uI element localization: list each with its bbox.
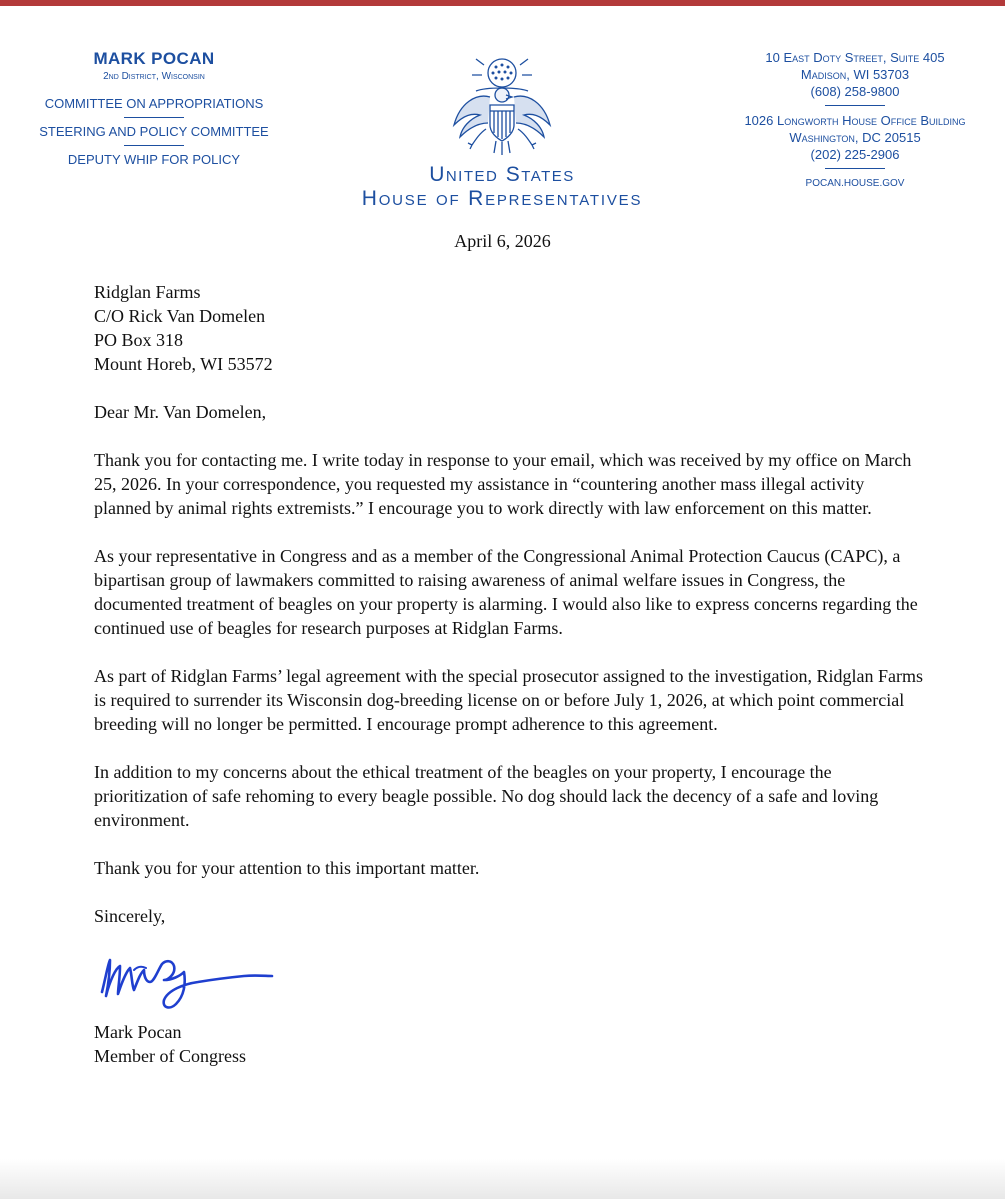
recipient-address	[94, 280, 924, 376]
divider	[825, 168, 885, 169]
recipient-line: PO Box 318	[94, 330, 184, 350]
paragraph: In addition to my concerns about the ethical treatment of the beagles on your property, I encourage the prioritization of safe rehoming to every beagle possible. No dog should lack the decency of a safe and loving environment.	[94, 762, 879, 830]
madison-phone: (608) 258-9800	[810, 84, 900, 99]
signer-title: Member of Congress	[94, 1046, 246, 1066]
website-link[interactable]: POCAN.HOUSE.GOV	[805, 178, 905, 189]
top-border	[0, 0, 1005, 6]
recipient-line: Ridglan Farms	[94, 282, 201, 302]
dc-phone: (202) 225-2906	[810, 147, 900, 162]
house-title-line1: United States	[429, 163, 575, 186]
paragraph: As part of Ridglan Farms’ legal agreement with the special prosecutor assigned to the investigation, Ridglan Farms is required to surrender its Wisconsin dog-breeding license on or before July 1, 2026, at which point commercial breeding will no longer be permitted. I encourage prompt adherence to this agreement.	[94, 666, 923, 734]
divider	[124, 145, 184, 146]
committee-steering: STEERING AND POLICY COMMITTEE	[39, 124, 269, 139]
dc-building: 1026 Longworth House Office Building	[744, 113, 966, 128]
closing: Sincerely,	[94, 906, 166, 926]
recipient-line: C/O Rick Van Domelen	[94, 306, 266, 326]
paragraph: Thank you for contacting me. I write today in response to your email, which was received by my office on March 25, 2026. In your correspondence, you requested my assistance in “countering another mass illegal activity planned by animal rights extremists.” I encourage you to work directly with law enforcement on this matter.	[94, 450, 912, 518]
committee-whip: DEPUTY WHIP FOR POLICY	[67, 152, 241, 167]
letterhead-right	[710, 49, 1000, 192]
signature-image	[94, 946, 284, 1014]
letter-date: April 6, 2026	[454, 231, 551, 251]
letterhead-left	[10, 48, 298, 168]
salutation: Dear Mr. Van Domelen,	[94, 402, 267, 422]
committee-appropriations: COMMITTEE ON APPROPRIATIONS	[44, 96, 264, 111]
divider	[124, 117, 184, 118]
house-title-line2: House of Representatives	[361, 187, 643, 210]
signer-name: Mark Pocan	[94, 1022, 182, 1042]
paragraph: As your representative in Congress and as a member of the Congressional Animal Protection Caucus (CAPC), a bipartisan group of lawmakers committed to raising awareness of animal welfare issues in Congress, the documented treatment of beagles on your property is alarming. I would also like to express concerns regarding the continued use of beagles for research purposes at Ridglan Farms.	[94, 546, 918, 638]
paragraph: Thank you for your attention to this important matter.	[94, 858, 480, 878]
letter-body	[94, 280, 924, 1068]
district-label: 2nd District, Wisconsin	[103, 71, 205, 82]
madison-street: 10 East Doty Street, Suite 405	[765, 50, 945, 65]
page-bottom-shadow	[0, 1159, 1005, 1199]
recipient-line: Mount Horeb, WI 53572	[94, 354, 273, 374]
house-title	[300, 163, 704, 211]
madison-city: Madison, WI 53703	[800, 67, 910, 82]
divider	[825, 105, 885, 106]
representative-name: MARK POCAN	[93, 49, 215, 68]
great-seal-eagle-icon	[446, 53, 558, 161]
dc-city: Washington, DC 20515	[789, 130, 921, 145]
